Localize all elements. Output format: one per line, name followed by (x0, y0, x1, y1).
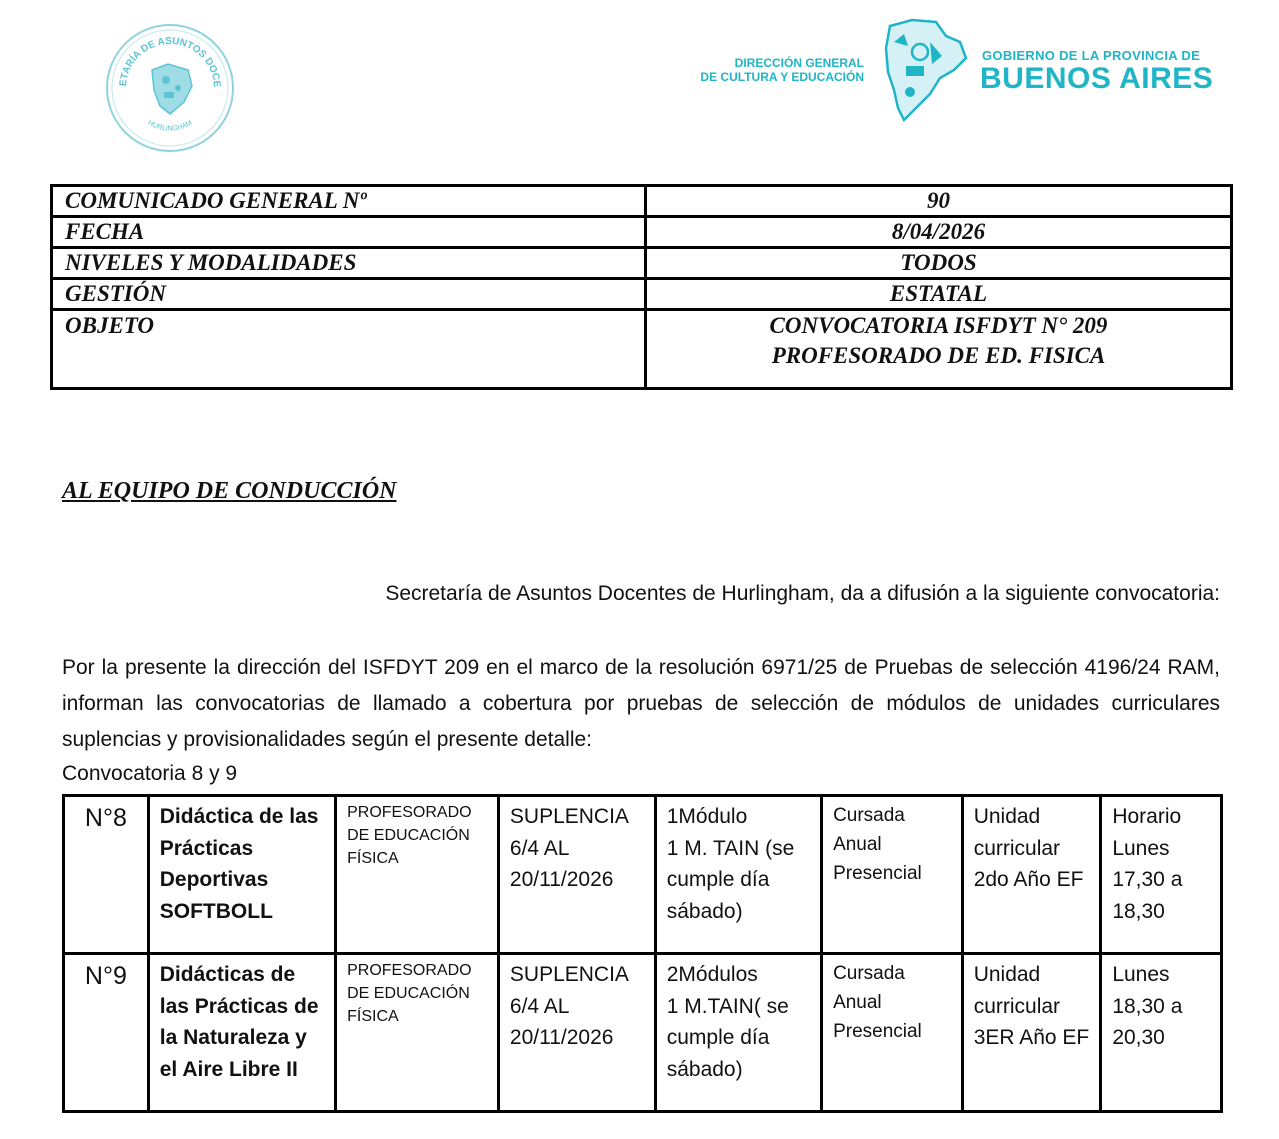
header-row-objeto (52, 310, 1232, 389)
unidad-cell: Unidad curricular 2do Año EF (962, 796, 1101, 954)
cursada-cell: Cursada Anual Presencial (822, 796, 963, 954)
modulos-count: 1Módulo (666, 805, 748, 828)
profesorado-cell: PROFESORADO DE EDUCACIÓN FÍSICA (336, 954, 499, 1112)
header-value: 8/04/2026 (646, 217, 1232, 248)
convocatoria-title: Convocatoria 8 y 9 (62, 762, 238, 785)
header-value: ESTATAL (646, 279, 1232, 310)
cargo-cell (498, 954, 655, 1112)
modulos-count: 2Módulos (666, 963, 758, 986)
seal-ring-text: ETARÍA DE ASUNTOS DOCE (117, 35, 223, 88)
direction-line1: DIRECCIÓN GENERAL (734, 56, 864, 70)
modulos-cell (655, 954, 821, 1112)
header-row (52, 217, 1232, 248)
header-row (52, 248, 1232, 279)
direction-text (686, 56, 864, 84)
header-label: FECHA (52, 217, 646, 248)
seal-bottom-text: HURLINGHAM (146, 119, 194, 133)
horario-cell: Horario Lunes 17,30 a 18,30 (1101, 796, 1222, 954)
profesorado-cell: PROFESORADO DE EDUCACIÓN FÍSICA (336, 796, 499, 954)
header-value: TODOS (646, 248, 1232, 279)
cargo-type: SUPLENCIA (509, 963, 629, 986)
horario-cell: Lunes 18,30 a 20,30 (1101, 954, 1222, 1112)
modulos-detail: 1 M.TAIN( se cumple día sábado) (666, 994, 789, 1081)
province-name: BUENOS AIRES (980, 62, 1214, 95)
modulos-detail: 1 M. TAIN (se cumple día sábado) (666, 836, 795, 923)
objeto-label: OBJETO (52, 310, 646, 389)
gov-line: GOBIERNO DE LA PROVINCIA DE (982, 48, 1201, 63)
table-row (64, 954, 1222, 1112)
header-row (52, 279, 1232, 310)
header-label: GESTIÓN (52, 279, 646, 310)
convocatoria-number: N°8 (64, 796, 149, 954)
subject-cell: Didácticas de las Prácticas de la Naturaleza y el Aire Libre II (148, 954, 335, 1112)
direction-line2: DE CULTURA Y EDUCACIÓN (700, 70, 864, 84)
body-paragraph: Por la presente la dirección del ISFDYT 209 en el marco de la resolución 6971/25 de Pruebas de selección 4196/24 RAM, informan las convocatorias de llamado a cobertura por pruebas de selección de módulos de unidades curriculares suplencias y provisionalidades según el presente detalle: (62, 656, 1220, 751)
government-logo (686, 12, 1226, 128)
intro-text: Secretaría de Asuntos Docentes de Hurlingham, da a difusión a la siguiente convocatoria: (385, 582, 1220, 605)
cargo-type: SUPLENCIA (509, 805, 629, 828)
province-map-icon (880, 12, 970, 124)
header-row (52, 186, 1232, 217)
convocatoria-number: N°9 (64, 954, 149, 1112)
header-label: NIVELES Y MODALIDADES (52, 248, 646, 279)
modulos-cell (655, 796, 821, 954)
table-row (64, 796, 1222, 954)
header-label: COMUNICADO GENERAL Nº (52, 186, 646, 217)
seal-emblem (104, 22, 236, 154)
subject-cell: Didáctica de las Prácticas Deportivas SOFTBOLL (148, 796, 335, 954)
communique-header-table (50, 184, 1233, 390)
salutation-heading: AL EQUIPO DE CONDUCCIÓN (62, 478, 397, 504)
cargo-cell (498, 796, 655, 954)
cargo-dates: 6/4 AL 20/11/2026 (509, 994, 614, 1049)
unidad-cell: Unidad curricular 3ER Año EF (962, 954, 1101, 1112)
header-value: 90 (646, 186, 1232, 217)
cargo-dates: 6/4 AL 20/11/2026 (509, 836, 614, 891)
objeto-line1: CONVOCATORIA ISFDYT N° 209 (769, 313, 1108, 338)
convocatorias-table (62, 794, 1223, 1113)
objeto-value (646, 310, 1232, 389)
cursada-cell: Cursada Anual Presencial (822, 954, 963, 1112)
secretaria-seal-logo (104, 22, 236, 154)
objeto-line2: PROFESORADO DE ED. FISICA (771, 343, 1106, 368)
